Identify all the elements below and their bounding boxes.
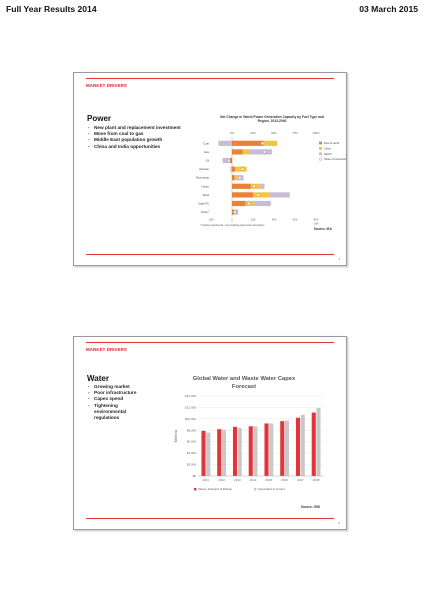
bar <box>301 415 305 476</box>
bar <box>222 430 226 476</box>
legend-label: Valves, Actuators & Fittings <box>198 487 232 492</box>
bar <box>206 433 210 476</box>
category-label: Oil <box>205 158 209 163</box>
page-number: 6 <box>338 521 340 525</box>
bottom-rule <box>86 254 334 255</box>
x-tick-label: 600 <box>292 217 298 222</box>
power-capacity-chart <box>74 73 369 265</box>
bar-segment <box>232 167 235 172</box>
category-label: Bioenergy <box>196 175 209 180</box>
y-tick-label: $0 <box>192 474 196 478</box>
document-date: 03 March 2015 <box>359 4 418 14</box>
page-number: 4 <box>338 257 340 261</box>
share-marker <box>247 202 250 205</box>
legend-label: Share of total world capacity for OECD <box>324 158 369 162</box>
section-label: MARKET DRIVERS <box>86 83 127 88</box>
bar-segment <box>232 192 253 197</box>
category-label: Solar PV <box>197 201 209 206</box>
legend-swatch <box>319 142 322 145</box>
legend-label: Automation & Control <box>258 487 285 492</box>
bar <box>233 427 237 476</box>
bar <box>285 421 289 476</box>
bar <box>253 426 257 476</box>
bullet-item: - Tightening environmental regulations <box>88 403 148 422</box>
bar-segment <box>218 141 232 146</box>
x-unit-label: GW <box>313 221 319 226</box>
chart-source: Source: IEA <box>313 227 332 231</box>
bullet-item: - Middle East population growth <box>88 137 203 143</box>
y-tick-label: $8,000 <box>186 428 196 433</box>
y-tick-label: $12,000 <box>185 405 196 410</box>
bullet-item: - Growing market <box>88 384 148 390</box>
bar-segment <box>243 149 249 154</box>
x-tick-label: 400 <box>271 217 277 222</box>
chart-footnote: * Includes geothermal, concentrating solar power and marine <box>200 224 265 227</box>
chart-title: Global Water and Waste Water Capex Forecast <box>192 376 296 391</box>
share-marker <box>238 176 241 179</box>
slide-power <box>73 72 369 266</box>
x-tick-label: -200 <box>208 217 214 222</box>
x-tick-label: 2013 <box>234 478 241 482</box>
legend-swatch <box>194 488 196 490</box>
bar-segment <box>264 141 278 146</box>
share-marker <box>257 194 260 197</box>
x-tick-label: 2012 <box>218 478 225 482</box>
share-marker <box>227 159 230 162</box>
share-marker <box>253 185 256 188</box>
y-tick-label: $4,000 <box>186 451 196 456</box>
y-axis-label: $Millions <box>174 429 178 443</box>
legend-swatch <box>319 152 322 155</box>
category-label: Gas <box>203 149 209 154</box>
chart-title: Net Change in World Power Generation Capacity by Fuel Type and Region, 2013-2040 <box>220 115 324 124</box>
bullet-item: - Move from coal to gas <box>88 131 203 137</box>
water-capex-chart <box>74 337 346 529</box>
legend-label: China <box>324 147 331 151</box>
bar-segment <box>232 201 246 206</box>
bar <box>238 428 242 476</box>
top-tick-label: 50% <box>271 131 277 135</box>
share-marker <box>261 142 264 145</box>
bar <box>316 408 320 476</box>
x-tick-label: 200 <box>250 217 256 222</box>
bar-segment <box>235 175 238 180</box>
bar-segment <box>232 149 243 154</box>
category-label: Wind <box>202 192 209 197</box>
slide-water <box>73 336 347 530</box>
legend-label: Rest of world <box>324 142 340 145</box>
bar <box>296 418 300 476</box>
slide-title: Power <box>87 114 112 123</box>
slide-title: Water <box>87 374 109 383</box>
x-tick-label: 2017 <box>297 478 304 482</box>
x-tick-label: 2015 <box>265 478 273 482</box>
bar <box>217 429 221 476</box>
share-marker <box>241 168 244 171</box>
bar <box>280 421 284 476</box>
document-title: Full Year Results 2014 <box>6 4 97 14</box>
x-tick-label: 2016 <box>281 478 288 482</box>
bar-segment <box>253 192 270 197</box>
top-tick-label: 25% <box>250 131 256 135</box>
bar <box>312 413 316 476</box>
share-marker <box>263 151 266 154</box>
y-tick-label: $14,000 <box>185 394 196 398</box>
bullet-item: - Capex spend <box>88 396 148 402</box>
y-tick-label: $6,000 <box>186 439 196 444</box>
legend-label: OECD <box>324 152 332 156</box>
top-tick-label: 0% <box>229 131 235 135</box>
bar <box>201 431 205 476</box>
bar-segment <box>230 167 232 172</box>
section-label: MARKET DRIVERS <box>86 347 127 352</box>
legend-swatch <box>254 488 256 490</box>
bottom-rule <box>86 518 334 519</box>
x-tick-label: 2014 <box>249 478 257 482</box>
legend-swatch <box>319 147 322 150</box>
category-label: Coal <box>203 141 209 146</box>
bar-segment <box>254 201 271 206</box>
category-label: Nuclear <box>199 167 209 172</box>
top-tick-label: 100% <box>312 131 320 135</box>
bar-segment <box>232 141 264 146</box>
chart-source: Source: GWI <box>300 505 320 509</box>
bar-segment <box>249 149 272 154</box>
top-tick-label: 75% <box>292 131 298 135</box>
bar-segment <box>232 175 235 180</box>
x-tick-label: 0 <box>231 217 233 222</box>
bullet-item: - Poor infrastructure <box>88 390 148 396</box>
legend-swatch <box>319 158 322 161</box>
bar <box>264 423 268 476</box>
category-label: Other* <box>200 210 209 215</box>
category-label: Hydro <box>201 184 209 189</box>
bar-segment <box>260 184 264 189</box>
bar <box>249 426 253 476</box>
bar-segment <box>270 192 290 197</box>
x-tick-label: 2011 <box>202 478 210 482</box>
bullet-item: - China and India opportunities <box>88 144 203 150</box>
bullet-item: - New plant and replacement investment <box>88 125 203 131</box>
bar-segment <box>232 184 251 189</box>
x-tick-label: 2018 <box>312 478 320 482</box>
y-tick-label: $10,000 <box>185 416 196 421</box>
share-marker <box>233 211 236 214</box>
y-tick-label: $2,000 <box>186 462 196 467</box>
bar <box>269 423 273 476</box>
x-tick-label: 800 <box>313 217 319 222</box>
